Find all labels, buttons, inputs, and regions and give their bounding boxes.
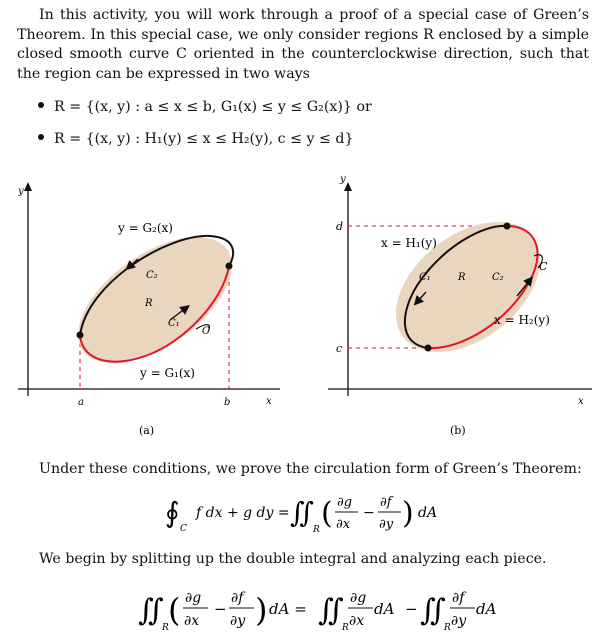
fig-b-c-low-label: c (336, 342, 343, 355)
split-formula (0, 578, 607, 640)
double-integral-sign: ∬ (290, 496, 314, 529)
figure-b (328, 174, 592, 437)
fig-b-caption: (b) (450, 424, 466, 437)
split-paragraph (17, 550, 589, 570)
split-int-2: ∬ (318, 593, 344, 628)
frac2-den: ∂y (379, 517, 394, 532)
fig-b-d-label: d (336, 220, 344, 233)
bullet-dot (38, 134, 44, 140)
fig-a-point-left (77, 332, 84, 339)
split-da-1: dA (374, 600, 395, 618)
fig-b-y-label: y (340, 174, 346, 185)
split-frac2-den: ∂y (230, 613, 246, 629)
split-frac4-num: ∂f (452, 590, 465, 606)
fig-a-lower-label: y = G₁(x) (140, 366, 195, 380)
fig-b-region-label: R (458, 272, 466, 283)
fig-a-c-label: C (202, 326, 210, 337)
fig-a-c1-label: C₁ (168, 318, 180, 329)
formula-minus: − (363, 505, 375, 521)
fig-b-point-bottom (425, 345, 432, 352)
fig-b-point-top (504, 223, 511, 230)
frac2-num: ∂f (380, 495, 392, 510)
fig-a-upper-label: y = G₂(x) (118, 221, 173, 235)
split-frac3-den: ∂x (349, 613, 365, 629)
fig-b-x-label: x (578, 396, 584, 407)
frac1-num: ∂g (337, 495, 353, 510)
after-figure-text: Under these conditions, we prove the circulation form of Green’s Theorem: (39, 461, 582, 477)
fig-b-left-label: x = H₁(y) (381, 236, 437, 250)
fig-b-c2-label: C₂ (492, 272, 504, 283)
intro-text: In this activity, you will work through a proof of a special case of Green’s Theorem. In this special case, we only consider regions R enclosed by a simple closed smooth curve C oriented in the counterclockwise direction, such that the region can be expressed in two ways (17, 7, 589, 82)
split-frac3-num: ∂g (350, 590, 367, 606)
bullet-2-text: R = {(x, y) : H₁(y) ≤ x ≤ H₂(y), c ≤ y ≤ d} (54, 131, 354, 147)
fig-a-c2-label: C₂ (146, 270, 158, 281)
split-eq: dA = (269, 600, 307, 618)
split-sub-r-1: R (162, 623, 169, 633)
intro-paragraph (17, 6, 589, 84)
split-minus-2: − (405, 600, 418, 618)
split-frac1-den: ∂x (184, 613, 200, 629)
split-frac1-num: ∂g (185, 590, 202, 606)
figure-panels (18, 172, 592, 447)
fig-a-y-label: y (18, 186, 24, 197)
fig-a-y-arrow (24, 182, 32, 191)
split-da-2: dA (476, 600, 497, 618)
double-integral-sub-r: R (313, 525, 320, 535)
contour-integral-sign: ∮ (165, 496, 180, 529)
paren-left: ( (321, 496, 333, 531)
contour-sub-c: C (180, 524, 187, 534)
after-figure-paragraph (17, 460, 589, 480)
greens-da: dA (418, 505, 438, 521)
fig-a-region-label: R (145, 298, 153, 309)
split-sub-r-2: R (342, 623, 349, 633)
frac1-den: ∂x (336, 517, 351, 532)
split-frac4-den: ∂y (451, 613, 467, 629)
fig-b-c1-label: C₁ (419, 272, 431, 283)
fig-a-a-label: a (78, 397, 84, 408)
split-frac2-num: ∂f (231, 590, 244, 606)
split-paren-left: ( (168, 591, 181, 629)
split-paren-right: ) (255, 591, 268, 629)
fig-a-x-label: x (266, 396, 272, 407)
split-minus-1: − (214, 600, 227, 618)
fig-b-region (371, 196, 564, 379)
split-int-3: ∬ (420, 593, 446, 628)
fig-a-b-label: b (224, 397, 231, 408)
paren-right: ) (402, 496, 414, 531)
split-sub-r-3: R (444, 623, 451, 633)
fig-a-caption: (a) (139, 424, 155, 437)
bullet-1-text: R = {(x, y) : a ≤ x ≤ b, G₁(x) ≤ y ≤ G₂(x)} or (54, 99, 372, 115)
fig-b-right-label: x = H₂(y) (494, 313, 550, 327)
split-int-1: ∬ (138, 593, 164, 628)
figure-a (18, 182, 280, 437)
greens-formula (0, 486, 607, 540)
fig-a-point-right (226, 263, 233, 270)
fig-b-c-label: C (539, 260, 548, 273)
split-text: We begin by splitting up the double integral and analyzing each piece. (39, 551, 547, 567)
bullet-1 (38, 99, 372, 115)
bullet-2 (38, 131, 354, 147)
greens-lhs: f dx + g dy = (196, 505, 290, 521)
bullet-dot (38, 102, 44, 108)
